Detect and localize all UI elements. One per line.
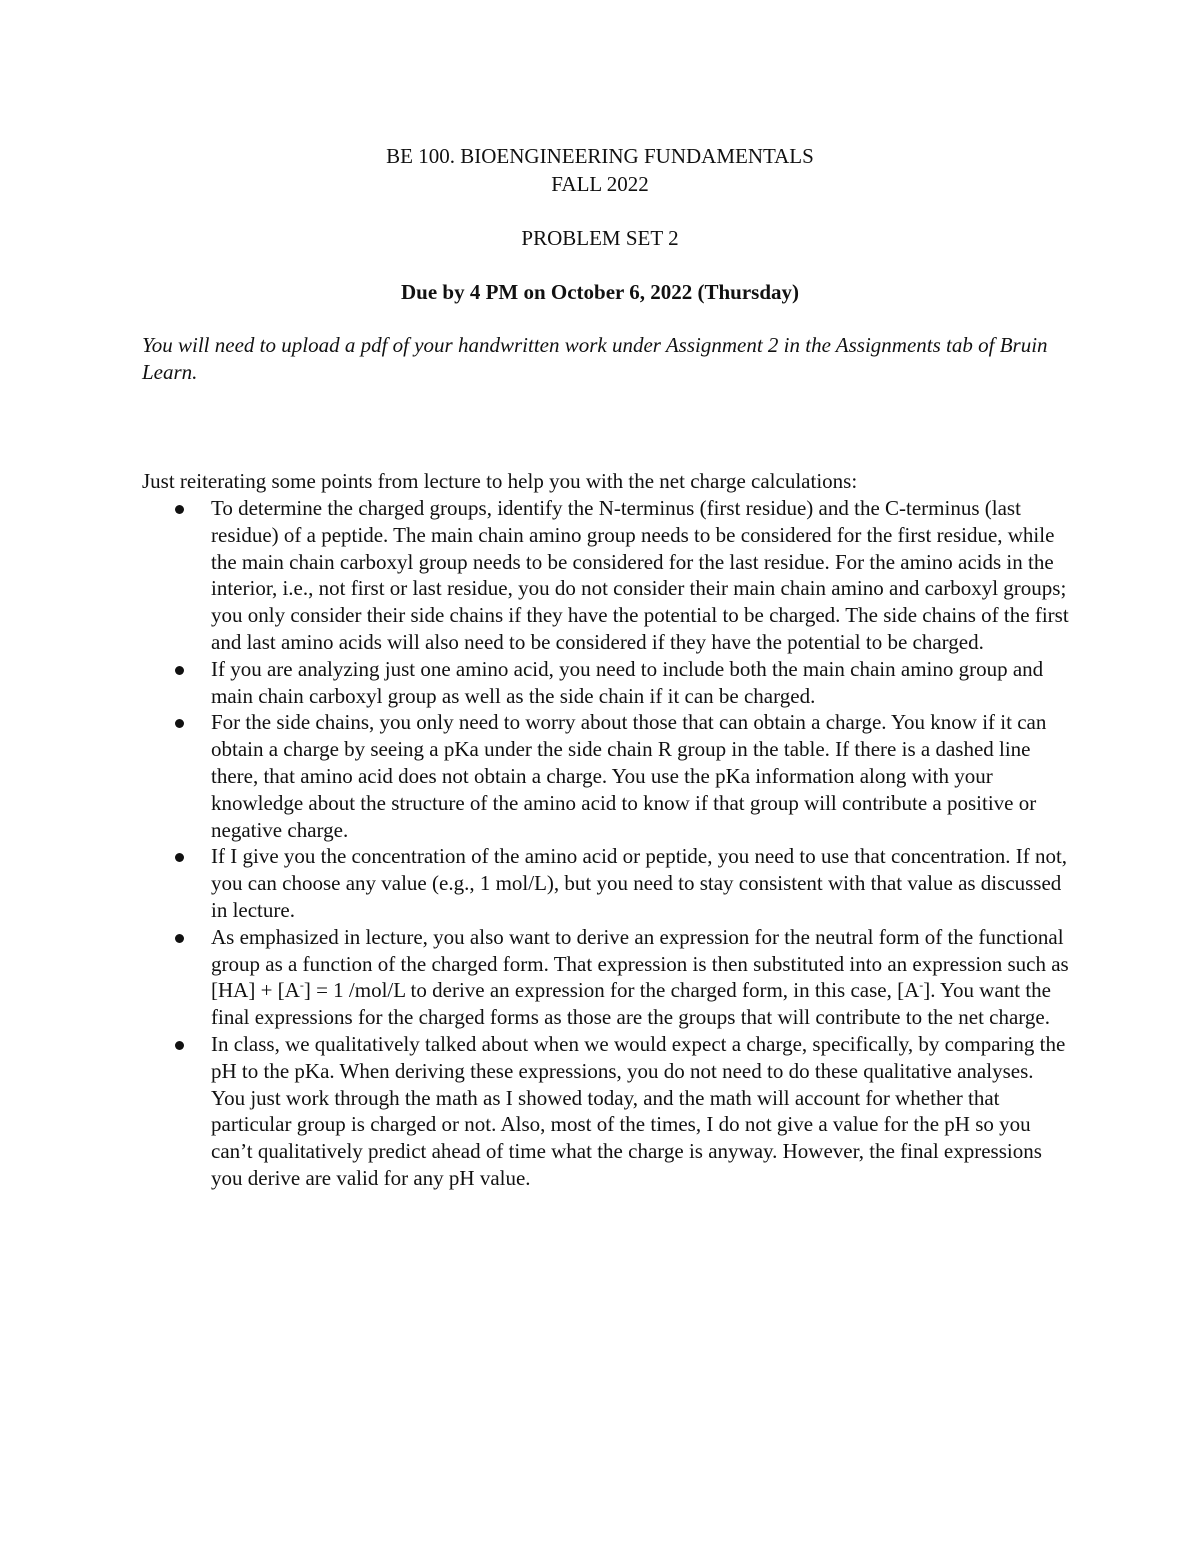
bullet-list — [142, 495, 1072, 1192]
list-item-text: To determine the charged groups, identify the N-terminus (first residue) and the C-terminus (last residue) of a peptide. The main chain amino group needs to be considered for the first residue, while the main chain carboxyl group needs to be considered for the last residue. For the amino acids in the interior, i.e., not first or last residue, you do not consider their main chain amino and carboxyl groups; you only consider their side chains if they have the potential to be charged. The side chains of the first and last amino acids will also need to be considered if they have the potential to be charged. — [211, 496, 1069, 654]
list-item — [142, 1031, 1072, 1192]
bullet-icon — [175, 853, 184, 862]
problem-set-title: PROBLEM SET 2 — [521, 226, 679, 250]
list-item — [142, 495, 1072, 656]
bullet-icon — [175, 934, 184, 943]
text-segment: ] = 1 /mol/L to derive an expression for the charged form, in this case, [A — [303, 978, 920, 1003]
list-item-text: If I give you the concentration of the amino acid or peptide, you need to use that concentration. If not, you can choose any value (e.g., 1 mol/L), but you need to stay consistent with that value as discussed in lecture. — [211, 844, 1068, 922]
list-item-text: For the side chains, you only need to worry about those that can obtain a charge. You know if it can obtain a charge by seeing a pKa under the side chain R group in the table. If there is a dashed line there, that amino acid does not obtain a charge. You use the pKa information along with your knowledge about the structure of the amino acid to know if that group will contribute a positive or negative charge. — [211, 710, 1047, 842]
header-spacer — [0, 252, 1200, 278]
list-item-text — [211, 924, 1072, 1031]
list-item — [142, 656, 1072, 710]
list-item — [142, 709, 1072, 843]
due-date: Due by 4 PM on October 6, 2022 (Thursday) — [400, 280, 800, 304]
upload-instructions: You will need to upload a pdf of your handwritten work under Assignment 2 in the Assignments tab of Bruin Learn. — [142, 333, 1048, 384]
header-spacer — [0, 198, 1200, 224]
term-label: FALL 2022 — [551, 172, 649, 196]
course-title: BE 100. BIOENGINEERING FUNDAMENTALS — [386, 144, 814, 168]
bullet-icon — [175, 505, 184, 514]
document-header — [0, 142, 1200, 306]
list-item-text: In class, we qualitatively talked about when we would expect a charge, specifically, by comparing the pH to the pKa. When deriving these expressions, you do not need to do these qualitative analyses. You just work through the math as I showed today, and the math will account for whether that particular group is charged or not. Also, most of the times, I do not give a value for the pH so you can’t qualitatively predict ahead of time what the charge is anyway. However, the final expressions you derive are valid for any pH value. — [211, 1031, 1066, 1190]
bullet-icon — [175, 1041, 184, 1050]
text-segment: As emphasized in lecture, you also want to derive an expression for the neutral form of the functional group as a function of the charged form. That expression is then substituted into an expression such as [HA] + [A — [211, 924, 1069, 1003]
list-item — [142, 924, 1072, 1031]
bullet-icon — [175, 719, 184, 728]
superscript-minus: - — [299, 978, 304, 993]
list-item-text: If you are analyzing just one amino acid, you need to include both the main chain amino group and main chain carboxyl group as well as the side chain if it can be charged. — [211, 656, 1044, 708]
superscript-minus: - — [919, 978, 924, 993]
list-item — [142, 843, 1072, 923]
bullet-icon — [175, 666, 184, 675]
text-segment: ]. You want the final expressions for the charged forms as those are the groups that will contribute to the net charge. — [211, 978, 1052, 1030]
intro-paragraph: Just reiterating some points from lecture to help you with the net charge calculations: — [142, 469, 858, 493]
